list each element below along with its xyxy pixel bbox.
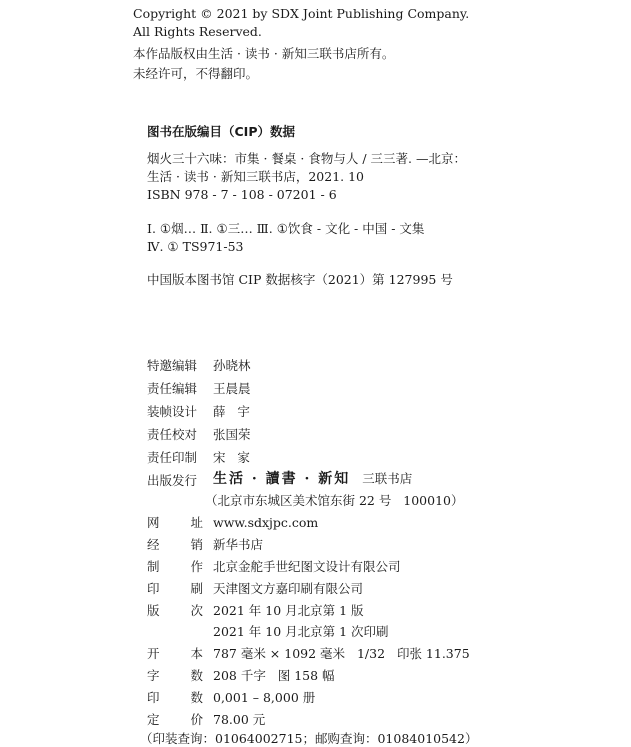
isbn: ISBN 978 - 7 - 108 - 07201 - 6 (147, 187, 337, 202)
cip-classification-line-2: Ⅳ. ① TS971-53 (147, 239, 244, 254)
production-value: 北京金舵手世纪图文设计有限公司 (213, 559, 401, 574)
designer-value: 薛 宇 (213, 404, 250, 419)
print-manager-label: 责任印制 (147, 450, 198, 465)
cip-entry-line-2: 生活 · 读书 · 新知三联书店，2021. 10 (147, 169, 365, 184)
editor-value: 王晨晨 (213, 381, 251, 396)
price-value: 78.00 元 (213, 712, 266, 727)
publisher-address: （北京市东城区美术馆东街 22 号 100010） (205, 493, 464, 508)
publisher-logo: 生活 · 讀書 · 新知 (213, 471, 351, 487)
cip-heading: 图书在版编目（CIP）数据 (147, 124, 295, 139)
rights-reserved-line: All Rights Reserved. (133, 24, 262, 39)
editor-label: 责任编辑 (147, 381, 198, 396)
publisher-label: 出版发行 (147, 473, 198, 488)
cip-verification-number: 中国版本图书馆 CIP 数据核字（2021）第 127995 号 (147, 272, 453, 287)
cip-classification-line-1: Ⅰ. ①烟… Ⅱ. ①三… Ⅲ. ①饮食 - 文化 - 中国 - 文集 (147, 221, 425, 236)
special-editor-value: 孙晓林 (213, 358, 251, 373)
format-value: 787 毫米 × 1092 毫米 1/32 印张 11.375 (213, 646, 470, 661)
price-label: 定 价 (147, 712, 203, 727)
publisher-name: 三联书店 (362, 471, 413, 486)
distributor-label: 经 销 (147, 537, 203, 552)
format-label: 开 本 (147, 646, 203, 661)
copyright-line: Copyright © 2021 by SDX Joint Publishing Company. (133, 6, 470, 21)
special-editor-label: 特邀编辑 (147, 358, 198, 373)
copyright-owner-line: 本作品版权由生活 · 读书 · 新知三联书店所有。 (133, 46, 395, 61)
proofreader-label: 责任校对 (147, 427, 198, 442)
publisher-line (213, 471, 412, 487)
website-value[interactable]: www.sdxjpc.com (213, 515, 319, 530)
distributor-value: 新华书店 (213, 537, 264, 552)
edition-value: 2021 年 10 月北京第 1 版 (213, 603, 364, 618)
order-inquiry-footer: （印装查询：01064002715；邮购查询：01084010542） (140, 731, 478, 746)
edition-label: 版 次 (147, 603, 203, 618)
print-manager-value: 宋 家 (213, 450, 250, 465)
website-label: 网 址 (147, 515, 203, 530)
print-run-value: 0,001 – 8,000 册 (213, 690, 316, 705)
print-run-label: 印 数 (147, 690, 203, 705)
words-value: 208 千字 图 158 幅 (213, 668, 335, 683)
printer-label: 印 刷 (147, 581, 203, 596)
no-reprint-line: 未经许可，不得翻印。 (133, 66, 259, 81)
printing-value: 2021 年 10 月北京第 1 次印刷 (213, 624, 389, 639)
designer-label: 装帧设计 (147, 404, 198, 419)
cip-entry-line-1: 烟火三十六味：市集 · 餐桌 · 食物与人 / 三三著. —北京： (147, 151, 466, 166)
production-label: 制 作 (147, 559, 203, 574)
proofreader-value: 张国荣 (213, 427, 251, 442)
printer-value: 天津图文方嘉印刷有限公司 (213, 581, 364, 596)
words-label: 字 数 (147, 668, 203, 683)
